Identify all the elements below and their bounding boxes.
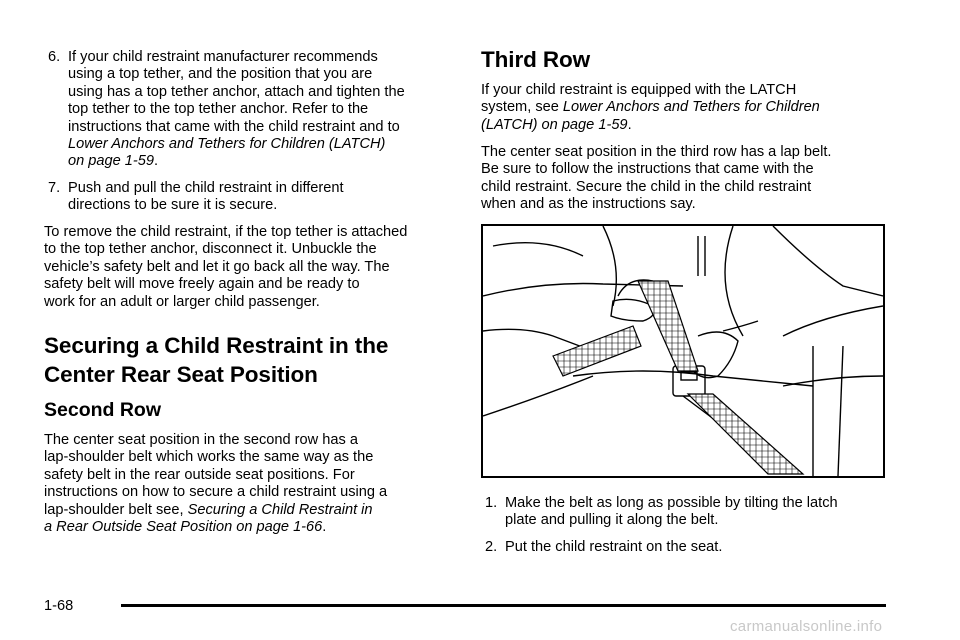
cross-reference-link[interactable]: Lower Anchors and Tethers for Children bbox=[562, 99, 820, 116]
subheading-second-row: Second Row bbox=[44, 399, 162, 421]
step-2 bbox=[481, 539, 915, 556]
list-number: 1. bbox=[485, 495, 498, 511]
paragraph-line: To remove the child restraint, if the top tether is attached bbox=[44, 224, 408, 240]
watermark: carmanualsonline.info bbox=[730, 618, 883, 635]
paragraph-line: work for an adult or larger child passenger. bbox=[44, 293, 320, 310]
paragraph-line: The center seat position in the second row has a bbox=[44, 432, 358, 448]
list-text-line: If your child restraint manufacturer recommends bbox=[68, 49, 378, 65]
cross-reference-link[interactable]: Securing a Child Restraint in bbox=[187, 501, 373, 518]
list-item-6 bbox=[44, 49, 478, 171]
punctuation: . bbox=[154, 153, 159, 170]
paragraph-text: lap-shoulder belt see, bbox=[44, 501, 188, 518]
cross-reference-link[interactable]: on page 1-59 bbox=[68, 153, 155, 170]
paragraph-line: If your child restraint is equipped with the LATCH bbox=[481, 82, 797, 98]
list-number: 7. bbox=[48, 180, 61, 196]
paragraph-line: The center seat position in the third row has a lap belt. bbox=[481, 144, 832, 160]
list-text-line: directions to be sure it is secure. bbox=[68, 197, 278, 214]
punctuation: . bbox=[627, 116, 632, 133]
paragraph-line: vehicle’s safety belt and let it go back all the way. The bbox=[44, 258, 390, 275]
paragraph-text: system, see bbox=[481, 99, 563, 116]
section-heading bbox=[44, 331, 464, 389]
paragraph-line: safety belt will move freely again and be ready to bbox=[44, 276, 360, 293]
list-text-line: instructions that came with the child restraint and to bbox=[68, 118, 400, 135]
list-text-line: using has a top tether anchor, attach and tighten the bbox=[68, 83, 405, 100]
belt-latch-drawing bbox=[483, 226, 883, 476]
page-number: 1-68 bbox=[44, 598, 74, 614]
latch-paragraph bbox=[481, 82, 891, 134]
heading-line: Center Rear Seat Position bbox=[44, 362, 318, 387]
heading-line: Securing a Child Restraint in the bbox=[44, 333, 389, 358]
paragraph-line: to the top tether anchor, disconnect it. Unbuckle the bbox=[44, 241, 377, 258]
cross-reference-link[interactable]: (LATCH) on page 1-59 bbox=[481, 116, 628, 133]
list-text-line: Put the child restraint on the seat. bbox=[505, 539, 723, 555]
paragraph-line: child restraint. Secure the child in the child restraint bbox=[481, 178, 812, 195]
punctuation: . bbox=[322, 519, 327, 536]
remove-paragraph bbox=[44, 224, 464, 311]
paragraph-line: Be sure to follow the instructions that came with the bbox=[481, 161, 814, 178]
second-row-paragraph bbox=[44, 432, 464, 536]
paragraph-line: lap-shoulder belt which works the same way as the bbox=[44, 449, 374, 466]
paragraph-line: instructions on how to secure a child restraint using a bbox=[44, 484, 388, 501]
list-number: 2. bbox=[485, 539, 498, 555]
footer-rule bbox=[121, 604, 886, 607]
step-1 bbox=[481, 495, 915, 530]
cross-reference-link[interactable]: Lower Anchors and Tethers for Children (LATCH) bbox=[68, 136, 386, 153]
list-text-line: Push and pull the child restraint in different bbox=[68, 180, 344, 196]
list-text-line: top tether to the top tether anchor. Refer to the bbox=[68, 101, 369, 118]
list-text-line: Make the belt as long as possible by tilting the latch bbox=[505, 495, 838, 511]
seat-belt-illustration bbox=[481, 224, 885, 478]
list-number: 6. bbox=[48, 49, 61, 65]
paragraph-line: safety belt in the rear outside seat positions. For bbox=[44, 466, 355, 483]
list-text-line: plate and pulling it along the belt. bbox=[505, 512, 719, 529]
heading-third-row: Third Row bbox=[481, 47, 591, 72]
center-seat-paragraph bbox=[481, 144, 891, 214]
list-item-7 bbox=[44, 180, 478, 215]
paragraph-line: when and as the instructions say. bbox=[481, 196, 696, 213]
list-text-line: using a top tether, and the position that you are bbox=[68, 66, 373, 83]
cross-reference-link[interactable]: a Rear Outside Seat Position on page 1-66 bbox=[44, 519, 323, 536]
